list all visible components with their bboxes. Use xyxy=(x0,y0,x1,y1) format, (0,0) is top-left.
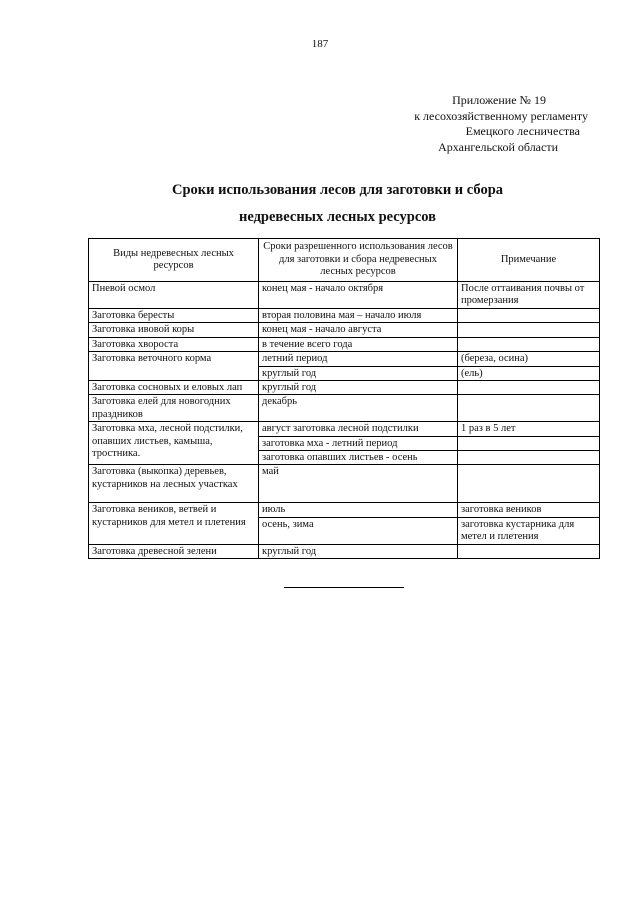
table-row xyxy=(89,381,600,395)
cell-period: вторая половина мая – начало июля xyxy=(259,309,458,323)
title-line-1: Сроки использования лесов для заготовки и сбора xyxy=(171,182,504,198)
cell-note xyxy=(458,323,600,337)
cell-resource: Заготовка елей для новогодних праздников xyxy=(89,395,259,422)
cell-note: (ель) xyxy=(458,366,600,380)
title-line-2: недревесных лесных ресурсов xyxy=(239,209,436,225)
cell-period: летний период xyxy=(259,352,458,366)
table-row xyxy=(89,309,600,323)
cell-period: заготовка опавших листьев - осень xyxy=(259,451,458,465)
appendix-line-2: к лесохозяйственному регламенту xyxy=(414,108,588,123)
table-row xyxy=(89,323,600,337)
cell-resource: Заготовка ивовой коры xyxy=(89,323,259,337)
cell-resource: Заготовка (выкопка) деревьев, кустарников на лесных участках xyxy=(89,465,259,503)
cell-period: декабрь xyxy=(259,395,458,422)
cell-resource: Заготовка сосновых и еловых лап xyxy=(89,381,259,395)
cell-period: конец мая - начало августа xyxy=(259,323,458,337)
cell-note xyxy=(458,544,600,558)
page-number: 187 xyxy=(311,38,329,50)
header-usage-period: Сроки разрешенного использования лесов для заготовки и сбора недревесных лесных ресурсов xyxy=(259,239,458,282)
table-row xyxy=(89,282,600,309)
appendix-line-3: Емецкого лесничества xyxy=(465,124,580,138)
header-resource-type: Виды недревесных лесных ресурсов xyxy=(89,239,259,282)
cell-resource: Заготовка бересты xyxy=(89,309,259,323)
appendix-line-1: Приложение № 19 xyxy=(452,93,546,107)
cell-period: август заготовка лесной подстилки xyxy=(259,422,458,436)
table-row xyxy=(89,337,600,351)
cell-resource: Пневой осмол xyxy=(89,282,259,309)
cell-note: заготовка кустарника для метел и плетения xyxy=(458,517,600,544)
table-row xyxy=(89,503,600,517)
table-header-row xyxy=(89,239,600,282)
appendix-header xyxy=(380,93,588,155)
footer-divider xyxy=(284,587,404,588)
cell-period: круглый год xyxy=(259,381,458,395)
cell-note xyxy=(458,395,600,422)
resources-table xyxy=(88,238,600,559)
cell-note xyxy=(458,381,600,395)
cell-resource: Заготовка веников, ветвей и кустарников для метел и плетения xyxy=(89,503,259,544)
cell-note xyxy=(458,309,600,323)
table-row xyxy=(89,544,600,558)
cell-note xyxy=(458,465,600,503)
cell-note xyxy=(458,436,600,450)
cell-resource: Заготовка мха, лесной подстилки, опавших листьев, камыша, тростника. xyxy=(89,422,259,465)
cell-resource: Заготовка веточного корма xyxy=(89,352,259,381)
cell-resource: Заготовка хвороста xyxy=(89,337,259,351)
cell-note xyxy=(458,451,600,465)
cell-note: заготовка веников xyxy=(458,503,600,517)
cell-note: После оттаивания почвы от промерзания xyxy=(458,282,600,309)
cell-period: в течение всего года xyxy=(259,337,458,351)
cell-period: круглый год xyxy=(259,366,458,380)
document-title xyxy=(0,177,640,231)
cell-resource: Заготовка древесной зелени xyxy=(89,544,259,558)
table-row xyxy=(89,465,600,503)
cell-period: заготовка мха - летний период xyxy=(259,436,458,450)
cell-note xyxy=(458,337,600,351)
cell-note: (береза, осина) xyxy=(458,352,600,366)
cell-period: июль xyxy=(259,503,458,517)
cell-period: конец мая - начало октября xyxy=(259,282,458,309)
cell-period: круглый год xyxy=(259,544,458,558)
header-note: Примечание xyxy=(458,239,600,282)
appendix-line-4: Архангельской области xyxy=(438,139,558,154)
cell-period: май xyxy=(259,465,458,503)
cell-note: 1 раз в 5 лет xyxy=(458,422,600,436)
table-row xyxy=(89,352,600,366)
cell-period: осень, зима xyxy=(259,517,458,544)
table-row xyxy=(89,422,600,436)
table-row xyxy=(89,395,600,422)
